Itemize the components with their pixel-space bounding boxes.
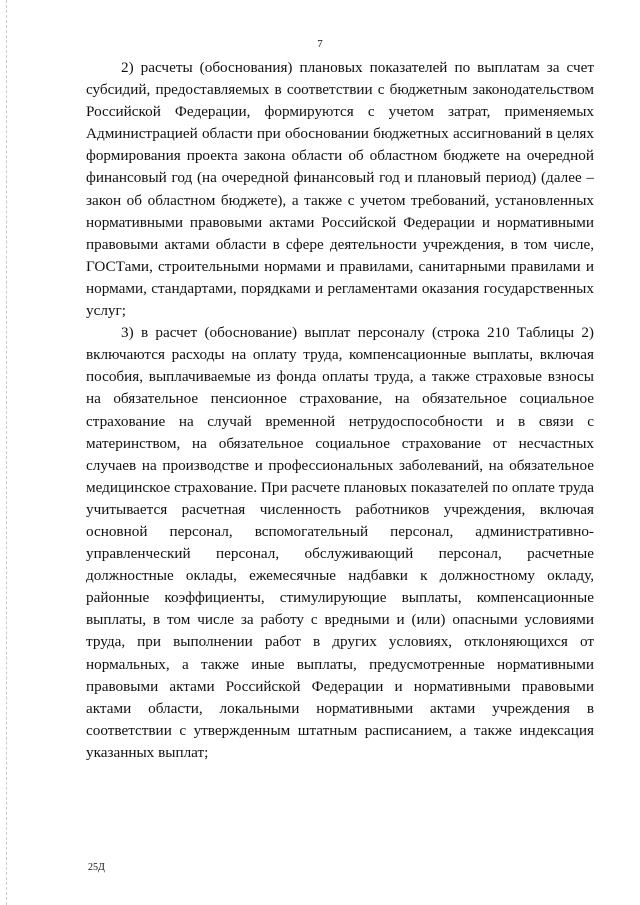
paragraph-item-2: 2) расчеты (обоснования) плановых показателей по выплатам за счет субсидий, предоставляемых в соответствии с бюджетным законодательством Российской Федерации, формируются с учетом затрат, применяемых Администрацией области при обосновании бюджетных ассигнований в целях формирования проекта закона области об областном бюджете на очередной финансовый год (на очередной финансовый год и плановый период) (далее – закон об областном бюджете), а также с учетом требований, установленных нормативными правовыми актами Российской Федерации и нормативными правовыми актами области в сфере деятельности учреждения, в том числе, ГОСТами, строительными нормами и правилами, санитарными правилами и нормами, стандартами, порядками и регламентами оказания государственных услуг; bbox=[86, 59, 594, 320]
paragraph-item-3: 3) в расчет (обоснование) выплат персоналу (строка 210 Таблицы 2) включаются расходы на оплату труда, компенсационные выплаты, включая пособия, выплачиваемые из фонда оплаты труда, а также страховые взносы на обязательное пенсионное страхование, на обязательное социальное страхование на случай временной нетрудоспособности и в связи с материнством, на обязательное социальное страхование от несчастных случаев на производстве и профессиональных заболеваний, на обязательное медицинское страхование. При расчете плановых показателей по оплате труда учитывается расчетная численность работников учреждения, включая основной персонал, вспомогательный персонал, административно-управленческий персонал, обслуживающий персонал, расчетные должностные оклады, ежемесячные надбавки к должностному окладу, районные коэффициенты, стимулирующие выплаты, компенсационные выплаты, в том числе за работу с вредными и (или) опасными условиями труда, при выполнении работ в других условиях, отклоняющихся от нормальных, а также иные выплаты, предусмотренные нормативными правовыми актами Российской Федерации и нормативными правовыми актами области, локальными нормативными актами учреждения в соответствии с утвержденным штатным расписанием, а также индексация указанных выплат; bbox=[86, 324, 594, 761]
scan-edge-line bbox=[6, 0, 7, 905]
document-body bbox=[86, 57, 594, 764]
footer-code: 25Д bbox=[88, 862, 105, 873]
page-number: 7 bbox=[317, 38, 323, 50]
